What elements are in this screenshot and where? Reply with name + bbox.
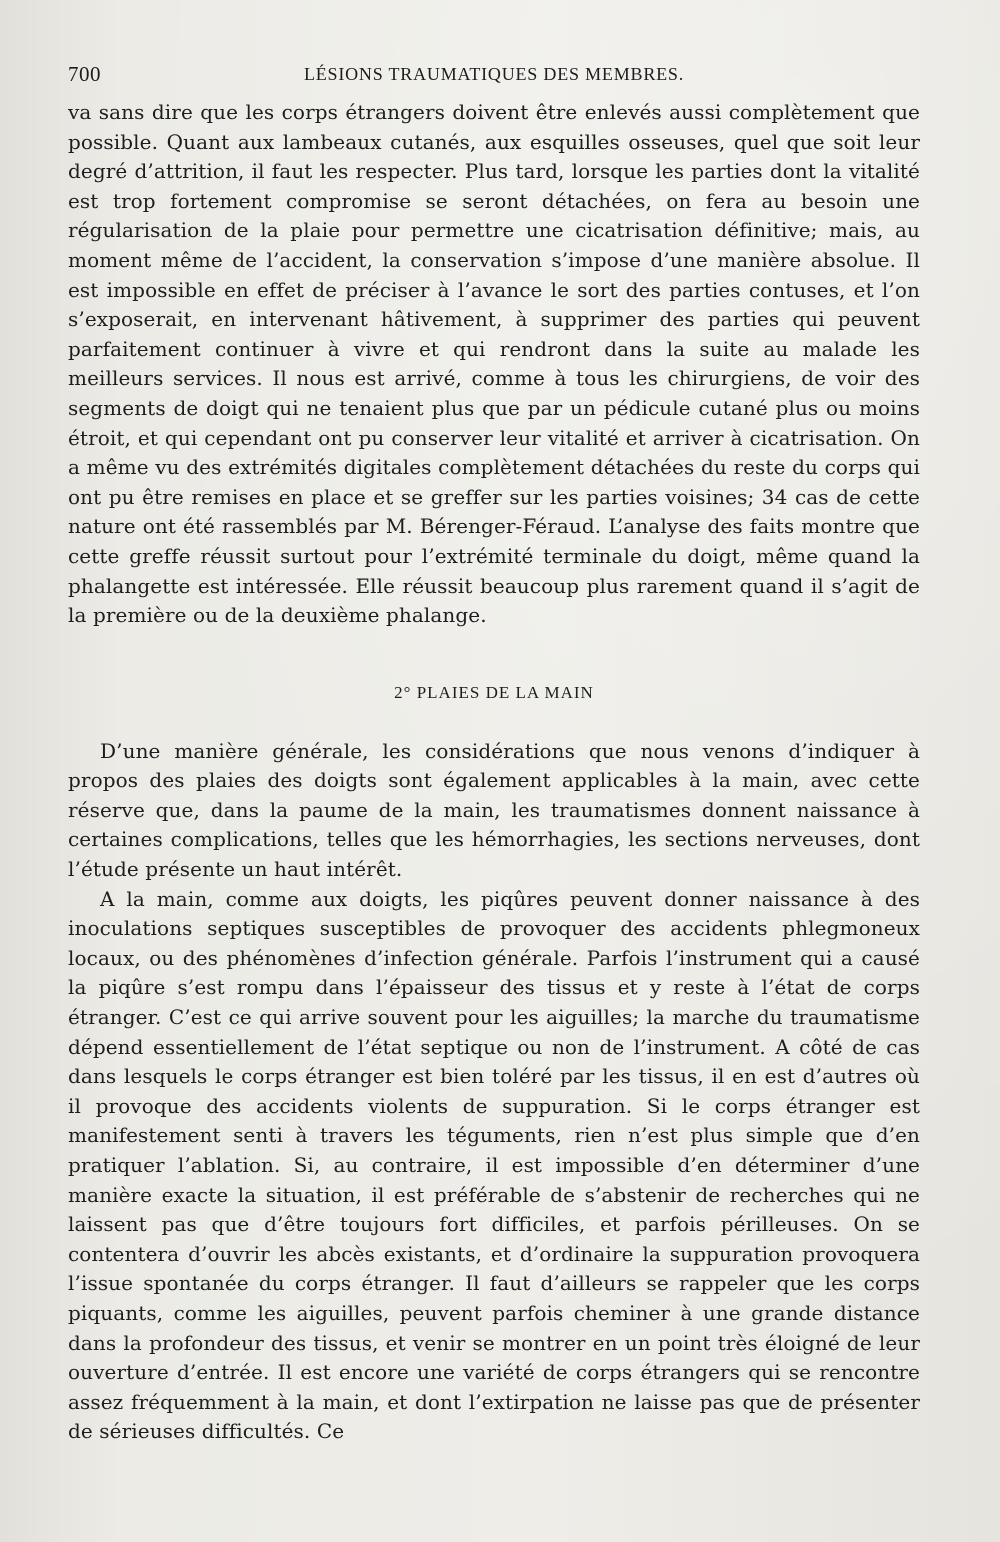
- running-title: LÉSIONS TRAUMATIQUES DES MEMBRES.: [303, 64, 685, 84]
- paragraph-general-considerations: D’une manière générale, les considérations que nous venons d’indiquer à propos des plaies des doigts sont également applicables à la main, avec cette réserve que, dans la paume de la main, les traumatismes donnent naissance à certaines complications, telles que les hémorrhagies, les sections nerveuses, dont l’étude présente un haut intérêt.: [68, 738, 920, 882]
- page-number: 700: [68, 62, 101, 86]
- paragraph-continuation: va sans dire que les corps étrangers doivent être enlevés aussi complètement que possible. Quant aux lambeaux cutanés, aux esquilles osseuses, quel que soit leur degré d’attrition, il faut les respecter. Plus tard, lorsque les parties dont la vitalité est trop fortement compromise se seront détachées, on fera au besoin une régularisation de la plaie pour permettre une cicatrisation définitive; mais, au moment même de l’accident, la conservation s’impose d’une manière absolue. Il est impossible en effet de préciser à l’avance le sort des parties contuses, et l’on s’exposerait, en intervenant hâtivement, à supprimer des parties qui peuvent parfaitement continuer à vivre et qui rendront dans la suite au malade les meilleurs services. Il nous est arrivé, comme à tous les chirurgiens, de voir des segments de doigt qui ne tenaient plus que par un pédicule cutané plus ou moins étroit, et qui cependant ont pu conserver leur vitalité et arriver à cicatrisation. On a même vu des extrémités digitales complètement détachées du reste du corps qui ont pu être remises en place et se greffer sur les parties voisines; 34 cas de cette nature ont été rassemblés par M. Bérenger-Féraud. L’analyse des faits montre que cette greffe réussit surtout pour l’extrémité terminale du doigt, même quand la phalangette est intéressée. Elle réussit beaucoup plus rarement quand il s’agit de la première ou de la deuxième phalange.: [68, 100, 920, 628]
- section-heading: 2° PLAIES DE LA MAIN: [394, 682, 594, 702]
- body-text: [68, 98, 920, 1447]
- paragraph-piqures: A la main, comme aux doigts, les piqûres peuvent donner naissance à des inoculations septiques susceptibles de provoquer des accidents phlegmoneux locaux, ou des phénomènes d’infection générale. Parfois l’instrument qui a causé la piqûre s’est rompu dans l’épaisseur des tissus et y reste à l’état de corps étranger. C’est ce qui arrive souvent pour les aiguilles; la marche du traumatisme dépend essentiellement de l’état septique ou non de l’instrument. A côté de cas dans lesquels le corps étranger est bien toléré par les tissus, il en est d’autres où il provoque des accidents violents de suppuration. Si le corps étranger est manifestement senti à travers les téguments, rien n’est plus simple que d’en pratiquer l’ablation. Si, au contraire, il est impossible d’en déterminer d’une manière exacte la situation, il est préférable de s’abstenir de recherches qui ne laissent pas que d’être toujours fort difficiles, et parfois périlleuses. On se contentera d’ouvrir les abcès existants, et d’ordinaire la suppuration provoquera l’issue spontanée du corps étranger. Il faut d’ailleurs se rappeler que les corps piquants, comme les aiguilles, peuvent parfois cheminer à une grande distance dans la profondeur des tissus, et venir se montrer en un point très éloigné de leur ouverture d’entrée. Il est encore une variété de corps étrangers qui se rencontre assez fréquemment à la main, et dont l’extirpation ne laisse pas que de présenter de sérieuses difficultés. Ce: [68, 886, 920, 1444]
- running-head: [68, 62, 920, 96]
